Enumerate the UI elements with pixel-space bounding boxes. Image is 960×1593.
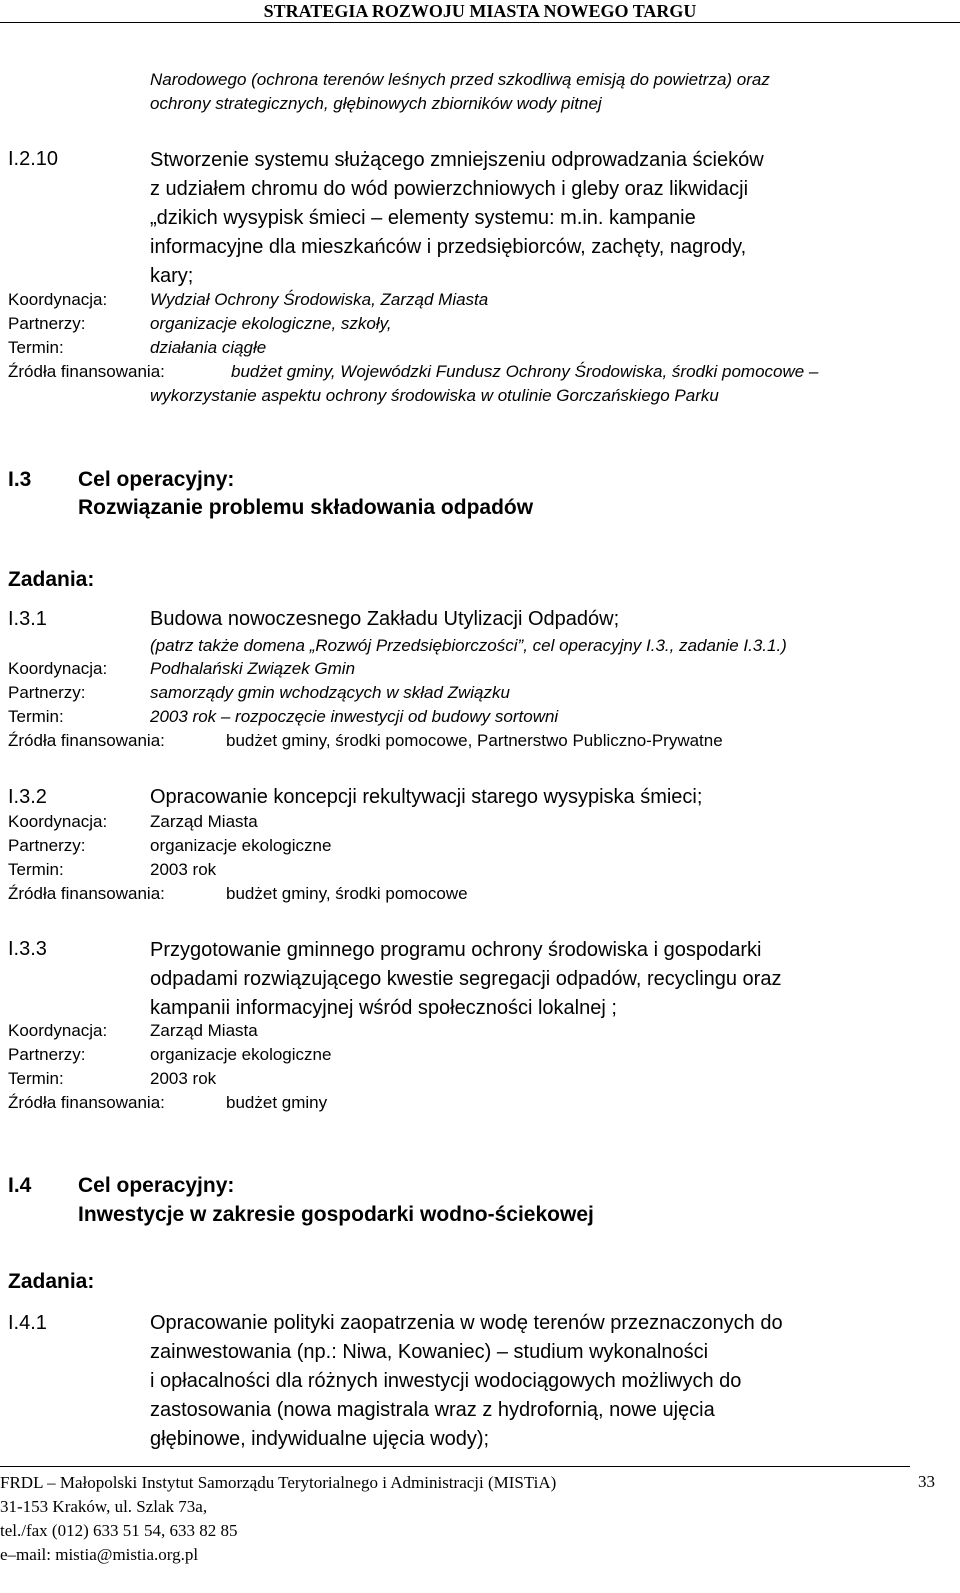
task-note: (patrz także domena „Rozwój Przedsiębiorczości”, cel operacyjny I.3., zadanie I.3.1.) <box>150 636 787 655</box>
koordynacja-label: Koordynacja: <box>8 659 108 678</box>
koordynacja-value: Podhalański Związek Gmin <box>150 659 356 678</box>
task-line: odpadami rozwiązującego kwestie segregacji odpadów, recyclingu oraz <box>150 968 782 990</box>
task-code: I.2.10 <box>8 148 59 170</box>
footer-line-1: FRDL – Małopolski Instytut Samorządu Terytorialnego i Administracji (MISTiA) <box>0 1473 557 1492</box>
koordynacja-label: Koordynacja: <box>8 1021 108 1040</box>
task-code: I.3.1 <box>8 608 47 630</box>
task-description: Opracowanie koncepcji rekultywacji starego wysypiska śmieci; <box>150 786 703 808</box>
intro-line-1: Narodowego (ochrona terenów leśnych przed szkodliwą emisją do powietrza) oraz <box>150 70 770 89</box>
intro-line-2: ochrony strategicznych, głębinowych zbiorników wody pitnej <box>150 94 602 113</box>
page-number: 33 <box>918 1472 935 1491</box>
zrodla-label: Źródła finansowania: <box>8 884 165 903</box>
task-line: z udziałem chromu do wód powierzchniowych i gleby oraz likwidacji <box>150 178 749 200</box>
section-code: I.3 <box>8 468 32 491</box>
termin-value: 2003 rok <box>150 1069 217 1088</box>
termin-value: działania ciągłe <box>150 338 267 357</box>
zadania-heading: Zadania: <box>8 568 95 591</box>
section-code: I.4 <box>8 1174 32 1197</box>
termin-label: Termin: <box>8 707 64 726</box>
task-line: i opłacalności dla różnych inwestycji wodociągowych możliwych do <box>150 1370 742 1392</box>
task-line: Przygotowanie gminnego programu ochrony środowiska i gospodarki <box>150 939 762 961</box>
task-description <box>150 1309 940 1454</box>
task-code: I.3.3 <box>8 938 47 960</box>
partnerzy-value: organizacje ekologiczne <box>150 836 332 855</box>
task-line: zainwestowania (np.: Niwa, Kowaniec) – studium wykonalności <box>150 1341 709 1363</box>
section-title: Rozwiązanie problemu składowania odpadów <box>78 496 534 519</box>
footer-line-2: 31-153 Kraków, ul. Szlak 73a, <box>0 1497 208 1516</box>
running-header <box>0 0 960 23</box>
termin-label: Termin: <box>8 860 64 879</box>
zrodla-value: budżet gminy, środki pomocowe <box>226 884 468 903</box>
zrodla-label: Źródła finansowania: <box>8 1093 165 1112</box>
task-code: I.4.1 <box>8 1312 47 1334</box>
task-line: kary; <box>150 265 194 287</box>
task-line: zastosowania (nowa magistrala wraz z hydrofornią, nowe ujęcia <box>150 1399 715 1421</box>
task-description <box>150 936 940 1023</box>
task-line: informacyjne dla mieszkańców i przedsiębiorców, zachęty, nagrody, <box>150 236 747 258</box>
partnerzy-value: samorządy gmin wchodzących w skład Związku <box>150 683 510 702</box>
section-label: Cel operacyjny: <box>78 1174 235 1197</box>
zrodla-value: budżet gminy, Wojewódzki Fundusz Ochrony Środowiska, środki pomocowe – <box>231 362 819 381</box>
partnerzy-value: organizacje ekologiczne <box>150 1045 332 1064</box>
zrodla-value-continued: wykorzystanie aspektu ochrony środowiska w otulinie Gorczańskiego Parku <box>150 386 719 405</box>
termin-value: 2003 rok – rozpoczęcie inwestycji od budowy sortowni <box>150 707 559 726</box>
zrodla-label: Źródła finansowania: <box>8 362 165 381</box>
koordynacja-value: Wydział Ochrony Środowiska, Zarząd Miasta <box>150 290 489 309</box>
task-description: Budowa nowoczesnego Zakładu Utylizacji Odpadów; <box>150 608 620 630</box>
footer-line-4: e–mail: mistia@mistia.org.pl <box>0 1545 199 1564</box>
partnerzy-label: Partnerzy: <box>8 836 86 855</box>
zrodla-value: budżet gminy <box>226 1093 328 1112</box>
section-label: Cel operacyjny: <box>78 468 235 491</box>
koordynacja-value: Zarząd Miasta <box>150 812 258 831</box>
zrodla-label: Źródła finansowania: <box>8 731 165 750</box>
partnerzy-value: organizacje ekologiczne, szkoły, <box>150 314 392 333</box>
task-line: Stworzenie systemu służącego zmniejszeniu odprowadzania ścieków <box>150 149 764 171</box>
termin-label: Termin: <box>8 1069 64 1088</box>
zadania-heading: Zadania: <box>8 1270 95 1293</box>
koordynacja-label: Koordynacja: <box>8 812 108 831</box>
footer-line-3: tel./fax (012) 633 51 54, 633 82 85 <box>0 1521 238 1540</box>
koordynacja-label: Koordynacja: <box>8 290 108 309</box>
footer-divider <box>0 1466 910 1467</box>
task-line: kampanii informacyjnej wśród społeczności lokalnej ; <box>150 997 617 1019</box>
task-code: I.3.2 <box>8 786 47 808</box>
task-description <box>150 146 940 291</box>
task-line: głębinowe, indywidualne ujęcia wody); <box>150 1428 490 1450</box>
section-title: Inwestycje w zakresie gospodarki wodno-ściekowej <box>78 1203 594 1226</box>
running-header-title: STRATEGIA ROZWOJU MIASTA NOWEGO TARGU <box>263 1 697 21</box>
partnerzy-label: Partnerzy: <box>8 683 86 702</box>
koordynacja-value: Zarząd Miasta <box>150 1021 258 1040</box>
task-line: Opracowanie polityki zaopatrzenia w wodę terenów przeznaczonych do <box>150 1312 783 1334</box>
zrodla-value: budżet gminy, środki pomocowe, Partnerstwo Publiczno-Prywatne <box>226 731 723 750</box>
termin-label: Termin: <box>8 338 64 357</box>
partnerzy-label: Partnerzy: <box>8 1045 86 1064</box>
task-line: „dzikich wysypisk śmieci – elementy systemu: m.in. kampanie <box>150 207 696 229</box>
termin-value: 2003 rok <box>150 860 217 879</box>
partnerzy-label: Partnerzy: <box>8 314 86 333</box>
